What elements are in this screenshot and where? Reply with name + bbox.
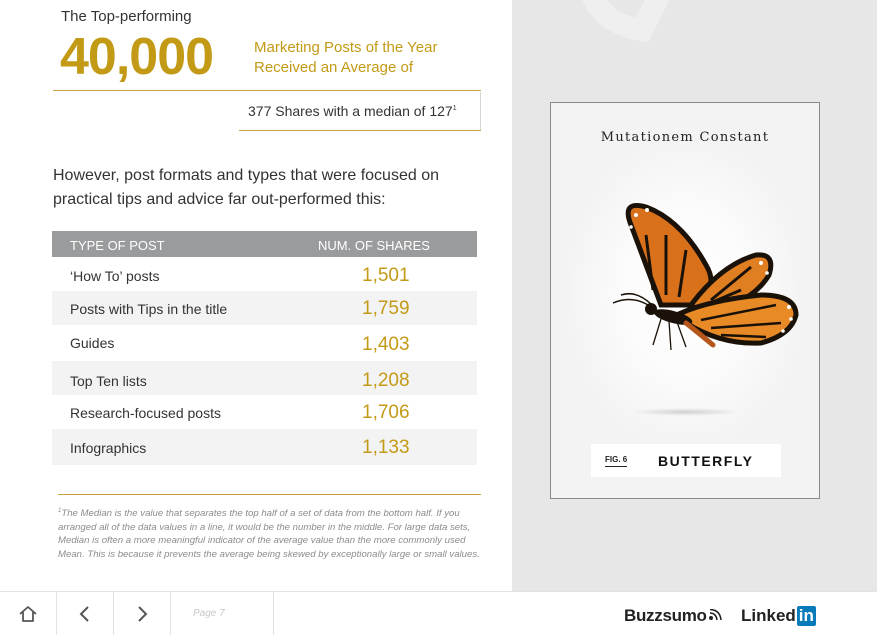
signal-icon — [708, 609, 722, 621]
table-row — [52, 429, 477, 465]
intro-text: The Top-performing — [61, 8, 192, 25]
headline-bold: Marketing Posts — [254, 39, 362, 56]
poster-title: Mutationem Constant — [600, 130, 770, 145]
post-type: Infographics — [70, 440, 147, 456]
headline — [254, 38, 484, 78]
post-type: Guides — [70, 335, 115, 351]
butterfly-poster — [550, 102, 820, 499]
linkedin-logo — [741, 606, 816, 626]
post-type: Research-focused posts — [70, 405, 221, 421]
linkedin-in-badge: in — [798, 606, 814, 625]
illustration-panel — [512, 0, 877, 591]
footnote-mark: 1 — [452, 105, 457, 112]
home-icon — [18, 604, 38, 624]
gold-divider — [53, 90, 481, 91]
figure-name: BUTTERFLY — [658, 453, 754, 469]
footnote-text: The Median is the value that separates the top half of a set of data from the bottom half. If you arranged all of the data values in a line, it would be the number in the middle. For large data sets, Median is often a more meaningful indicator of the average value than the more commonly used Mean. This is because it prevents the average being skewed by exceptionally large or small values. — [58, 508, 480, 560]
chevron-left-icon — [78, 604, 92, 624]
post-type: ‘How To’ posts — [70, 268, 160, 284]
next-page-button[interactable] — [114, 592, 171, 635]
post-type: Top Ten lists — [70, 373, 147, 389]
home-button[interactable] — [0, 592, 57, 635]
table-row — [52, 395, 477, 429]
linkedin-logo-text: Linked — [741, 606, 796, 625]
footnote-mark: 1 — [58, 508, 62, 514]
decorative-swoosh-icon — [572, 0, 692, 70]
median-box — [239, 92, 481, 130]
column-header-shares: NUM. OF SHARES — [318, 238, 430, 253]
share-count: 1,403 — [362, 334, 410, 355]
headline-rest: of the Year — [361, 39, 438, 56]
table-row — [52, 361, 477, 395]
bottom-navigation-bar — [0, 591, 877, 635]
shares-table — [52, 231, 477, 465]
column-header-type: TYPE OF POST — [70, 238, 165, 253]
headline-line2: Received an Average of — [254, 59, 414, 76]
page-number: Page 7 — [193, 608, 225, 619]
previous-page-button[interactable] — [57, 592, 114, 635]
post-type: Posts with Tips in the title — [70, 301, 228, 317]
lead-paragraph: However, post formats and types that were focused on practical tips and advice far out-performed this: — [53, 167, 439, 208]
butterfly-illustration — [591, 195, 801, 375]
figure-number: FIG. 6 — [605, 455, 627, 467]
share-count: 1,759 — [362, 298, 410, 319]
gold-divider — [58, 494, 481, 495]
share-count: 1,706 — [362, 402, 410, 423]
gold-divider — [239, 130, 481, 131]
table-row — [52, 325, 477, 361]
buzzsumo-logo-text: Buzzsumo — [624, 606, 707, 625]
buzzsumo-logo — [624, 606, 722, 626]
share-count: 1,133 — [362, 437, 410, 458]
footnote — [58, 505, 480, 561]
share-count: 1,208 — [362, 370, 410, 391]
median-text: 377 Shares with a median of 127 — [248, 103, 453, 119]
table-row — [52, 291, 477, 325]
share-count: 1,501 — [362, 265, 410, 286]
big-number: 40,000 — [60, 28, 214, 86]
figure-label — [591, 444, 781, 477]
chevron-right-icon — [135, 604, 149, 624]
table-header — [52, 231, 477, 257]
table-row — [52, 257, 477, 291]
